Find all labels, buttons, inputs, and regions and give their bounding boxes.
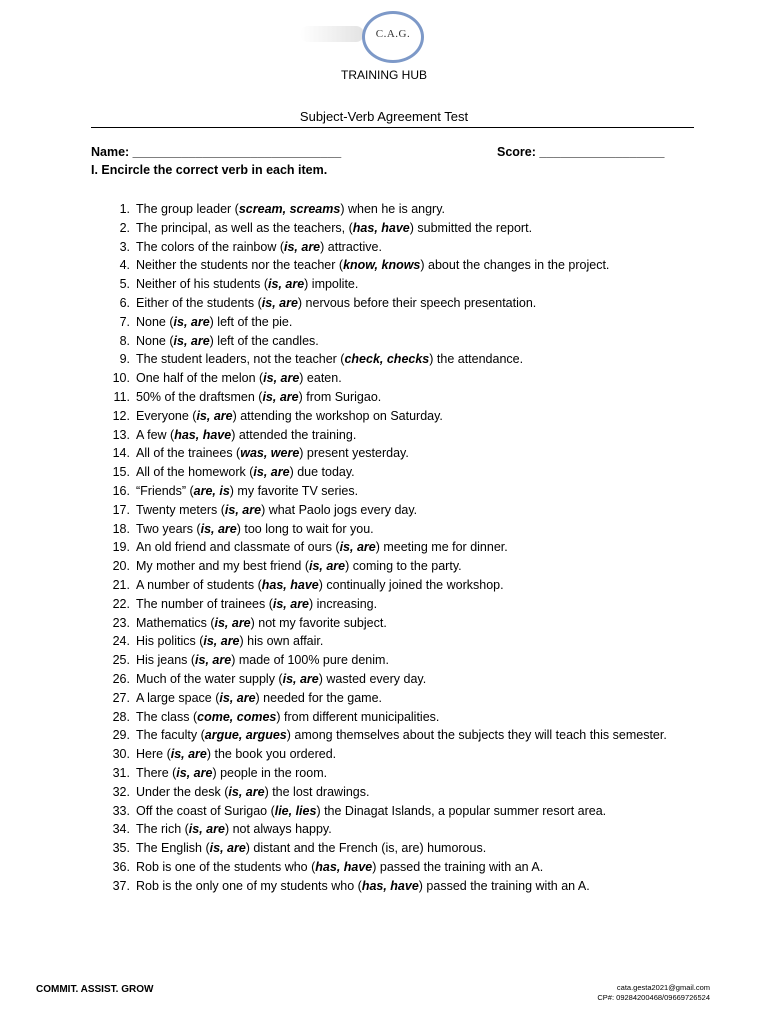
item-text-after: ) when he is angry. bbox=[340, 202, 446, 216]
item-text bbox=[136, 426, 694, 445]
item-text bbox=[136, 651, 694, 670]
item-number: 13. bbox=[112, 427, 130, 442]
verb-choices[interactable]: know, knows bbox=[343, 258, 421, 273]
item-text-after: ) from Surigao. bbox=[298, 389, 382, 404]
item-text bbox=[136, 614, 694, 633]
footer-email: cata.gesta2021@gmail.com bbox=[616, 983, 710, 992]
item-number: 37. bbox=[112, 878, 130, 893]
instruction: I. Encircle the correct verb in each item. bbox=[91, 163, 328, 177]
item-text-after: ) present yesterday. bbox=[299, 446, 409, 461]
verb-choices[interactable]: has, have bbox=[174, 427, 232, 442]
item-text-after: ) increasing. bbox=[309, 596, 378, 611]
list-item bbox=[108, 632, 694, 651]
item-text bbox=[136, 595, 694, 614]
item-text-before: His jeans ( bbox=[136, 653, 196, 668]
item-text-after: ) impolite. bbox=[304, 277, 359, 292]
item-text-after: ) the book you ordered. bbox=[206, 747, 337, 762]
item-number: 16. bbox=[112, 483, 130, 498]
list-item bbox=[108, 332, 694, 351]
item-number: 23. bbox=[112, 615, 130, 630]
item-text bbox=[136, 820, 694, 839]
list-item bbox=[108, 557, 694, 576]
item-number: 18. bbox=[112, 521, 130, 536]
item-text bbox=[136, 200, 694, 219]
list-item bbox=[108, 426, 694, 445]
verb-choices[interactable]: is, are bbox=[203, 634, 240, 649]
item-text-before: Off the coast of Surigao ( bbox=[136, 803, 275, 818]
item-text-after: ) passed the training with an A. bbox=[418, 878, 590, 893]
item-text-before: The faculty ( bbox=[136, 728, 205, 743]
item-text bbox=[136, 350, 694, 369]
verb-choices[interactable]: is, are bbox=[262, 389, 299, 404]
verb-choices[interactable]: has, have bbox=[352, 220, 410, 235]
item-text-before: 50% of the draftsmen ( bbox=[136, 389, 263, 404]
verb-choices[interactable]: is, are bbox=[284, 239, 321, 254]
item-text-before: One half of the melon ( bbox=[136, 371, 264, 386]
item-text-after: ) attending the workshop on Saturday. bbox=[232, 408, 443, 423]
list-item bbox=[108, 350, 694, 369]
item-number: 8. bbox=[119, 333, 130, 348]
org-name: TRAINING HUB bbox=[340, 68, 427, 82]
verb-choices[interactable]: is, are bbox=[268, 277, 305, 292]
item-text-after: ) the Dinagat Islands, a popular summer resort area. bbox=[316, 803, 607, 818]
item-text bbox=[136, 520, 694, 539]
list-item bbox=[108, 689, 694, 708]
list-item bbox=[108, 444, 694, 463]
list-item bbox=[108, 294, 694, 313]
item-number: 11. bbox=[113, 389, 130, 404]
item-text bbox=[136, 726, 694, 745]
item-text-before: The student leaders, not the teacher ( bbox=[136, 352, 345, 367]
page-title: Subject-Verb Agreement Test bbox=[299, 109, 469, 124]
item-text bbox=[136, 576, 694, 595]
item-text-before: The class ( bbox=[136, 709, 198, 724]
item-text-before: Under the desk ( bbox=[136, 784, 229, 799]
item-text bbox=[136, 482, 694, 501]
item-number: 32. bbox=[112, 784, 130, 799]
item-text bbox=[136, 444, 694, 463]
item-text bbox=[136, 294, 694, 313]
item-text-after: ) the attendance. bbox=[429, 352, 524, 367]
item-text-before: “Friends” ( bbox=[136, 483, 194, 498]
verb-choices[interactable]: is, are bbox=[224, 502, 262, 517]
list-item bbox=[108, 858, 694, 877]
verb-choices[interactable]: is, are bbox=[188, 822, 225, 837]
item-text-before: Here ( bbox=[136, 747, 171, 762]
item-number: 29. bbox=[112, 728, 130, 743]
item-text-after: ) the lost drawings. bbox=[264, 784, 370, 799]
verb-choices[interactable]: is, are bbox=[173, 314, 210, 329]
verb-choices[interactable]: come, comes bbox=[197, 709, 277, 724]
item-text-before: Rob is the only one of my students who ( bbox=[136, 878, 362, 893]
verb-choices[interactable]: is, are bbox=[339, 540, 376, 555]
list-item bbox=[108, 820, 694, 839]
item-text bbox=[136, 764, 694, 783]
list-item bbox=[108, 482, 694, 501]
item-text-before: The English ( bbox=[136, 841, 210, 856]
verb-choices[interactable]: is, are bbox=[219, 690, 256, 705]
list-item bbox=[108, 726, 694, 745]
item-text-after: ) too long to wait for you. bbox=[236, 521, 374, 536]
item-text-before: The number of trainees ( bbox=[136, 596, 273, 611]
item-number: 20. bbox=[112, 559, 130, 574]
verb-choices[interactable]: is, are bbox=[282, 671, 319, 686]
item-text-after: ) needed for the game. bbox=[255, 690, 383, 705]
item-text-before: An old friend and classmate of ours ( bbox=[136, 540, 340, 555]
item-text-before: A large space ( bbox=[136, 690, 220, 705]
item-text bbox=[136, 219, 694, 238]
verb-choices[interactable]: has, have bbox=[261, 577, 319, 592]
item-text-before: A number of students ( bbox=[136, 577, 262, 592]
item-text-after: ) attractive. bbox=[320, 239, 382, 254]
item-text-after: ) among themselves about the subjects they will teach this semester. bbox=[286, 728, 667, 743]
item-number: 21. bbox=[112, 577, 130, 592]
item-text-after: ) what Paolo jogs every day. bbox=[261, 502, 418, 517]
item-text-before: Two years ( bbox=[136, 521, 201, 536]
verb-choices[interactable]: is, are bbox=[195, 653, 232, 668]
verb-choices[interactable]: is, are bbox=[261, 295, 298, 310]
item-text-before: A few ( bbox=[136, 427, 175, 442]
item-number: 26. bbox=[112, 671, 130, 686]
item-text bbox=[136, 689, 694, 708]
item-text bbox=[136, 313, 694, 332]
item-text-before: All of the trainees ( bbox=[136, 446, 241, 461]
item-text-before: Either of the students ( bbox=[136, 295, 262, 310]
item-text-after: ) about the changes in the project. bbox=[420, 258, 610, 273]
item-number: 19. bbox=[112, 540, 130, 555]
item-text-after: ) due today. bbox=[289, 465, 355, 480]
verb-choices[interactable]: lie, lies bbox=[274, 803, 317, 818]
list-item bbox=[108, 802, 694, 821]
item-number: 30. bbox=[112, 747, 130, 762]
item-text-after: ) submitted the report. bbox=[409, 220, 533, 235]
item-text-after: ) distant and the French (is, are) humorous. bbox=[245, 841, 487, 856]
footer-phone: CP#: 09284200468/09669726524 bbox=[597, 993, 710, 1002]
item-text-before: There ( bbox=[136, 765, 177, 780]
verb-choices[interactable]: is, are bbox=[214, 615, 251, 630]
list-item bbox=[108, 369, 694, 388]
item-text-before: My mother and my best friend ( bbox=[136, 559, 309, 574]
item-text bbox=[136, 275, 694, 294]
list-item bbox=[108, 407, 694, 426]
item-text-after: ) wasted every day. bbox=[318, 671, 427, 686]
item-number: 24. bbox=[112, 634, 130, 649]
item-text-after: ) left of the pie. bbox=[209, 314, 293, 329]
name-field: Name: ______________________________ bbox=[91, 145, 342, 159]
list-item bbox=[108, 614, 694, 633]
item-text-after: ) people in the room. bbox=[212, 765, 328, 780]
item-number: 5. bbox=[119, 277, 130, 292]
item-text-before: The principal, as well as the teachers, ( bbox=[136, 220, 353, 235]
item-number: 10. bbox=[112, 371, 130, 386]
item-text-after: ) nervous before their speech presentation. bbox=[297, 295, 537, 310]
question-list bbox=[108, 200, 694, 895]
item-text-before: Mathematics ( bbox=[136, 615, 215, 630]
item-text bbox=[136, 670, 694, 689]
item-text-after: ) passed the training with an A. bbox=[372, 859, 544, 874]
verb-choices[interactable]: scream, screams bbox=[238, 202, 341, 216]
title-divider bbox=[91, 127, 694, 128]
item-text-before: His politics ( bbox=[136, 634, 204, 649]
verb-choices[interactable]: are, is bbox=[193, 483, 230, 498]
verb-choices[interactable]: is, are bbox=[272, 596, 310, 611]
item-text bbox=[136, 238, 694, 257]
list-item bbox=[108, 651, 694, 670]
verb-choices[interactable]: is, are bbox=[173, 333, 210, 348]
item-text-before: None ( bbox=[136, 333, 174, 348]
footer-contact bbox=[597, 983, 710, 1003]
item-text-before: Neither of his students ( bbox=[136, 277, 269, 292]
item-number: 7. bbox=[119, 314, 130, 329]
verb-choices[interactable]: is, are bbox=[200, 521, 237, 536]
list-item bbox=[108, 670, 694, 689]
item-text bbox=[136, 463, 694, 482]
item-number: 14. bbox=[112, 446, 130, 461]
list-item bbox=[108, 538, 694, 557]
verb-choices[interactable]: is, are bbox=[209, 841, 246, 856]
list-item bbox=[108, 238, 694, 257]
item-number: 9. bbox=[119, 352, 130, 367]
item-text-before: The rich ( bbox=[136, 822, 189, 837]
item-number: 34. bbox=[112, 822, 130, 837]
score-field: Score: __________________ bbox=[497, 145, 665, 159]
list-item bbox=[108, 388, 694, 407]
verb-choices[interactable]: is, are bbox=[263, 371, 300, 386]
item-text-before: Rob is one of the students who ( bbox=[136, 859, 316, 874]
item-text bbox=[136, 407, 694, 426]
item-number: 4. bbox=[119, 258, 130, 273]
verb-choices[interactable]: is, are bbox=[228, 784, 265, 799]
item-number: 17. bbox=[112, 502, 130, 517]
item-number: 22. bbox=[112, 596, 130, 611]
item-text-after: ) his own affair. bbox=[239, 634, 324, 649]
list-item bbox=[108, 219, 694, 238]
item-text-after: ) left of the candles. bbox=[209, 333, 319, 348]
item-text-after: ) my favorite TV series. bbox=[229, 483, 359, 498]
verb-choices[interactable]: argue, argues bbox=[204, 728, 287, 743]
item-text-before: The colors of the rainbow ( bbox=[136, 239, 284, 254]
verb-choices[interactable]: is, are bbox=[170, 747, 207, 762]
item-text bbox=[136, 369, 694, 388]
item-text bbox=[136, 388, 694, 407]
logo bbox=[362, 11, 424, 63]
item-text-after: ) attended the training. bbox=[231, 427, 357, 442]
item-text-before: The group leader ( bbox=[136, 202, 239, 216]
verb-choices[interactable]: is, are bbox=[253, 465, 290, 480]
list-item bbox=[108, 576, 694, 595]
item-text bbox=[136, 839, 694, 858]
item-number: 15. bbox=[112, 465, 130, 480]
item-text-after: ) from different municipalities. bbox=[276, 709, 440, 724]
item-number: 33. bbox=[112, 803, 130, 818]
item-text bbox=[136, 745, 694, 764]
item-text-after: ) continually joined the workshop. bbox=[318, 577, 504, 592]
list-item bbox=[108, 839, 694, 858]
list-item bbox=[108, 745, 694, 764]
item-number: 6. bbox=[119, 295, 130, 310]
item-text-after: ) made of 100% pure denim. bbox=[231, 653, 389, 668]
item-text bbox=[136, 802, 694, 821]
item-text bbox=[136, 877, 694, 896]
list-item bbox=[108, 200, 694, 219]
item-text-before: None ( bbox=[136, 314, 174, 329]
verb-choices[interactable]: is, are bbox=[176, 765, 213, 780]
item-number: 12. bbox=[112, 408, 130, 423]
item-number: 28. bbox=[112, 709, 130, 724]
item-number: 2. bbox=[119, 220, 130, 235]
list-item bbox=[108, 595, 694, 614]
list-item bbox=[108, 275, 694, 294]
item-number: 1. bbox=[119, 202, 130, 216]
footer-motto: COMMIT. ASSIST. GROW bbox=[36, 984, 154, 995]
item-text-after: ) not my favorite subject. bbox=[250, 615, 387, 630]
item-text bbox=[136, 708, 694, 727]
list-item bbox=[108, 313, 694, 332]
logo-swoosh bbox=[300, 26, 364, 42]
item-text bbox=[136, 332, 694, 351]
verb-choices[interactable]: was, were bbox=[240, 446, 300, 461]
item-text-before: Neither the students nor the teacher ( bbox=[136, 258, 344, 273]
list-item bbox=[108, 764, 694, 783]
item-number: 31. bbox=[112, 765, 130, 780]
item-text bbox=[136, 501, 694, 520]
item-text bbox=[136, 858, 694, 877]
verb-choices[interactable]: has, have bbox=[361, 878, 419, 893]
list-item bbox=[108, 256, 694, 275]
item-number: 25. bbox=[112, 653, 130, 668]
list-item bbox=[108, 877, 694, 896]
item-text-after: ) coming to the party. bbox=[345, 559, 462, 574]
item-text bbox=[136, 256, 694, 275]
list-item bbox=[108, 463, 694, 482]
item-number: 27. bbox=[112, 690, 130, 705]
item-text-before: Much of the water supply ( bbox=[136, 671, 283, 686]
item-number: 3. bbox=[119, 239, 130, 254]
item-number: 36. bbox=[112, 859, 130, 874]
item-text-after: ) eaten. bbox=[299, 371, 342, 386]
item-text bbox=[136, 632, 694, 651]
logo-text: C.A.G. bbox=[375, 28, 411, 40]
verb-choices[interactable]: has, have bbox=[315, 859, 373, 874]
list-item bbox=[108, 708, 694, 727]
verb-choices[interactable]: is, are bbox=[196, 408, 233, 423]
list-item bbox=[108, 783, 694, 802]
item-text bbox=[136, 783, 694, 802]
verb-choices[interactable]: is, are bbox=[308, 559, 346, 574]
item-text-before: Twenty meters ( bbox=[136, 502, 225, 517]
item-text-after: ) meeting me for dinner. bbox=[375, 540, 508, 555]
verb-choices[interactable]: check, checks bbox=[344, 352, 430, 367]
item-text-after: ) not always happy. bbox=[224, 822, 332, 837]
item-text bbox=[136, 557, 694, 576]
list-item bbox=[108, 520, 694, 539]
item-text bbox=[136, 538, 694, 557]
item-number: 35. bbox=[112, 841, 130, 856]
list-item bbox=[108, 501, 694, 520]
item-text-before: Everyone ( bbox=[136, 408, 197, 423]
item-text-before: All of the homework ( bbox=[136, 465, 254, 480]
